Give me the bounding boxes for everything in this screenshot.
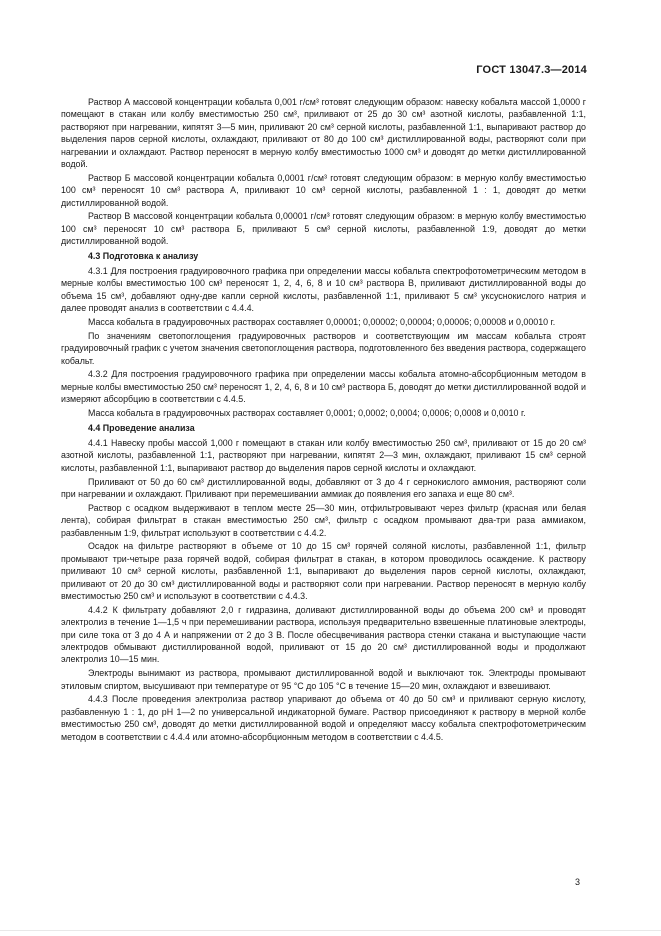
document-body — [61, 96, 586, 744]
paragraph-calibration-graph: По значениям светопоглощения градуировочных растворов и соответствующим им массам кобальта строят градуировочный график с учетом значения светопоглощения раствора, подготовленного без введения раствора, содержащего кобальт. — [61, 330, 586, 366]
paragraph-4-3-1: 4.3.1 Для построения градуировочного графика при определении массы кобальта спектрофотометрическим методом в мерные колбы вместимостью 100 см³ переносят 1, 2, 4, 6, 8 и 10 см³ раствора В, приливают дистиллированной воды до объема 15 см³, добавляют одну-две капли серной кислоты, разбавленной 1:1, приливают 5 см³ уксуснокислого натрия и далее проводят анализ в соответствии с 4.4.4. — [61, 266, 586, 314]
paragraph-solution-a: Раствор А массовой концентрации кобальта 0,001 г/см³ готовят следующим образом: навеску кобальта массой 1,0000 г помещают в стакан или колбу вместимостью 250 см³, приливают от 25 до 30 см³ азотной кислоты, разбавленной 1:1, растворяют при нагревании, кипятят 3—5 мин, приливают 20 см³ серной кислоты, разбавленной 1:1, выпаривают раствор до выделения паров серной кислоты, охлаждают, приливают от 80 до 100 см³ дистиллированной воды, растворяют соли при нагревании и охлаждают. Раствор переносят в мерную колбу вместимостью 1000 см³ и доводят до метки дистиллированной водой. — [61, 97, 586, 170]
paragraph-4-3-2: 4.3.2 Для построения градуировочного графика при определении массы кобальта атомно-абсорбционным методом в мерные колбы вместимостью 250 см³ переносят 1, 2, 4, 6, 8 и 10 см³ раствора Б, доводят до метки дистиллированной водой и измеряют абсорбцию в соответствии с 4.4.5. — [61, 369, 586, 405]
section-heading-4-4: 4.4 Проведение анализа — [88, 422, 195, 433]
paragraph-electrodes: Электроды вынимают из раствора, промывают дистиллированной водой и выключают ток. Электроды промывают этиловым спиртом, высушивают при температуре от 95 °С до 105 °С в течение 15—20 мин, охлаждают и взвешивают. — [61, 668, 586, 691]
page-number: 3 — [575, 877, 581, 887]
paragraph-solution-b: Раствор Б массовой концентрации кобальта 0,0001 г/см³ готовят следующим образом: в мерную колбу вместимостью 100 см³ переносят 10 см³ раствора А, приливают 10 см³ серной кислоты, разбавленной 1 : 1, доводят до метки дистиллированной водой. — [61, 172, 586, 208]
page-edge-divider — [0, 930, 661, 931]
paragraph-4-4-3: 4.4.3 После проведения электролиза раствор упаривают до объема от 40 до 50 см³ и приливают серную кислоту, разбавленную 1 : 1, до рН 1—2 по универсальной индикаторной бумаге. Раствор присоединяют к раствору в мерной колбе вместимостью 250 см³, доводят до метки дистиллированной водой и определяют массу кобальта спектрофотометрическим методом в соответствии с 4.4.4 или атомно-абсорбционным методом в соответствии с 4.4.5. — [61, 694, 586, 742]
paragraph-solution-v: Раствор В массовой концентрации кобальта 0,00001 г/см³ готовят следующим образом: в мерную колбу вместимостью 100 см³ переносят 10 см³ раствора Б, приливают 5 см³ серной кислоты, разбавленной 1:9, доводят до метки дистиллированной водой. — [61, 211, 586, 247]
paragraph-precipitate: Осадок на фильтре растворяют в объеме от 10 до 15 см³ горячей соляной кислоты, разбавленной 1:1, фильтр промывают три-четыре раза горячей водой, собирая фильтрат в стакан, в котором проводилось осаждение. К раствору приливают 10 см³ серной кислоты, разбавленной 1:1, выпаривают до выделения паров серной кислоты, охлаждают, приливают от 20 до 30 см³ дистиллированной воды и растворяют соли при нагревании. Раствор переносят в мерную колбу вместимостью 250 см³ и используют в соответствии с 4.4.3. — [61, 541, 586, 601]
paragraph-filtration: Раствор с осадком выдерживают в теплом месте 25—30 мин, отфильтровывают через фильтр (красная или белая лента), собирая фильтрат в стакан вместимостью 250 см³, фильтр с осадком промывают два-три раза аммиаком, разбавленным 1:9, фильтрат используют в соответствии с 4.4.2. — [61, 502, 586, 538]
paragraph-4-4-1: 4.4.1 Навеску пробы массой 1,000 г помещают в стакан или колбу вместимостью 250 см³, приливают от 15 до 20 см³ азотной кислоты, разбавленной 1:1, растворяют при нагревании, кипятят 2—3 мин, охлаждают, приливают 15 см³ серной кислоты, разбавленной 1:1, выпаривают раствор до выделения паров серной кислоты и охлаждают. — [61, 437, 586, 473]
paragraph-calibration-mass-aas: Масса кобальта в градуировочных растворах составляет 0,0001; 0,0002; 0,0004; 0,0006; 0,0008 и 0,0010 г. — [88, 408, 526, 419]
paragraph-ammonia: Приливают от 50 до 60 см³ дистиллированной воды, добавляют от 3 до 4 г сернокислого аммония, растворяют соли при нагревании и охлаждают. Приливают при перемешивании аммиак до появления его запаха и еще 80 см³. — [61, 476, 586, 499]
document-code-header: ГОСТ 13047.3—2014 — [476, 64, 587, 76]
paragraph-calibration-mass-spectro: Масса кобальта в градуировочных растворах составляет 0,00001; 0,00002; 0,00004; 0,00006; 0,00008 и 0,00010 г. — [88, 317, 556, 328]
paragraph-4-4-2: 4.4.2 К фильтрату добавляют 2,0 г гидразина, доливают дистиллированной воды до объема 200 см³ и проводят электролиз в течение 1—1,5 ч при перемешивании раствора, используя предварительно взвешенные платиновые электроды, при силе тока от 3 до 4 А и напряжении от 2 до 3 В. После обесцвечивания раствора стенки стакана и выступающие части электродов обмывают дистиллированной водой, приливают от 15 до 20 см³ дистиллированной воды и продолжают электролиз 10—15 мин. — [61, 604, 586, 665]
section-heading-4-3: 4.3 Подготовка к анализу — [88, 250, 199, 261]
